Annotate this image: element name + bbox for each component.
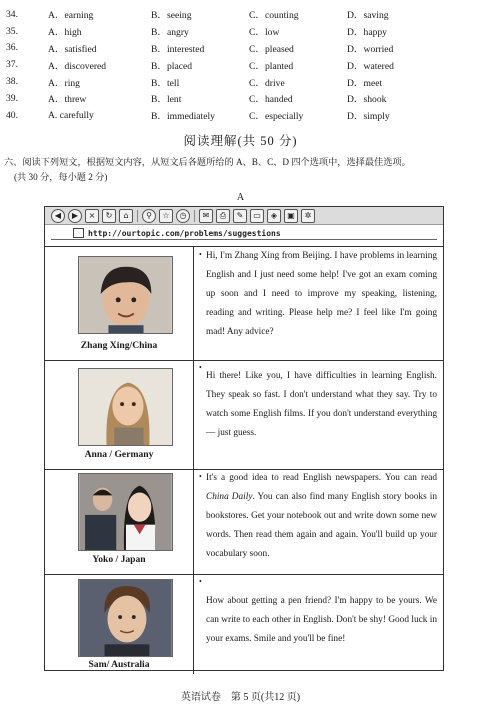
post-body	[194, 575, 443, 674]
option-b: B．immediately	[151, 111, 215, 123]
browser-toolbar	[45, 207, 443, 225]
forward-icon[interactable]: ▶	[68, 209, 82, 223]
students-portrait-icon	[79, 474, 172, 550]
option-row-34	[6, 6, 476, 23]
page-footer: 英语试卷 第 5 页(共12 页)	[180, 692, 301, 703]
option-c: C．low	[249, 27, 280, 39]
option-a: A．threw	[48, 94, 87, 106]
option-a: A．satisfied	[48, 43, 97, 55]
option-c: C．handed	[249, 94, 293, 106]
option-d: D．worried	[347, 43, 394, 55]
post-text: Hi there! Like you, I have difficulties in learning English. They speak so fast. I don't understand what they say. Try to watch some English films. If you don't understand everything— just guess.	[206, 371, 437, 438]
author-name: Anna / Germany	[84, 449, 154, 460]
address-bar[interactable]	[51, 227, 437, 240]
option-a: A．earning	[48, 10, 94, 22]
option-row-35	[6, 23, 476, 40]
post-body	[194, 247, 443, 360]
option-b: B．seeing	[151, 10, 192, 22]
option-a: A．discovered	[48, 60, 107, 72]
passage-letter: A	[236, 192, 245, 203]
option-d: D．happy	[347, 27, 387, 39]
author-photo	[78, 256, 173, 334]
option-row-36	[6, 40, 476, 57]
stop-icon[interactable]: ×	[85, 209, 99, 223]
option-row-39	[6, 90, 476, 107]
section-title: 阅读理解(共 50 分)	[183, 134, 298, 148]
post-sam	[45, 574, 443, 674]
author-name: Yoko / Japan	[92, 554, 146, 565]
post-author-panel	[45, 575, 194, 674]
browser-screenshot	[44, 206, 444, 671]
post-text-part: . You can also find many English story books in bookstores. Get your notebook out and write down some new words. Then read them again and again. You'll build up your vocabulary soon.	[206, 492, 437, 559]
question-number: 39.	[6, 92, 18, 104]
option-c: C．planted	[249, 60, 294, 72]
option-row-40	[6, 107, 476, 124]
address-url: http://ourtopic.com/problems/suggestions	[88, 228, 281, 238]
question-number: 34.	[6, 8, 18, 20]
post-zhang-xing	[45, 246, 443, 360]
option-c: C．pleased	[249, 43, 294, 55]
option-d: D．watered	[347, 60, 394, 72]
option-b: B．angry	[151, 27, 189, 39]
option-row-37	[6, 56, 476, 73]
option-b: B．interested	[151, 43, 205, 55]
post-author-panel	[45, 361, 194, 469]
page-icon	[73, 228, 84, 238]
toolbar-divider	[137, 210, 138, 222]
post-yoko	[45, 469, 443, 574]
girl-portrait-icon	[79, 369, 172, 445]
research-icon[interactable]: ▣	[284, 209, 298, 223]
post-author-panel	[45, 470, 194, 574]
option-b: B．placed	[151, 60, 193, 72]
refresh-icon[interactable]: ↻	[102, 209, 116, 223]
question-number: 37.	[6, 59, 18, 71]
boy-portrait-icon	[79, 257, 172, 333]
post-anna	[45, 360, 443, 469]
question-number: 40.	[6, 109, 18, 121]
search-icon[interactable]: ⚲	[142, 209, 156, 223]
question-number: 36.	[6, 42, 18, 54]
home-icon[interactable]: ⌂	[119, 209, 133, 223]
question-number: 38.	[6, 76, 18, 88]
toolbar-divider	[194, 210, 195, 222]
post-text-part: It's a good idea to read English newspapers. You can read	[206, 473, 437, 483]
author-photo	[78, 473, 173, 551]
option-d: D．shook	[347, 94, 387, 106]
option-c: C．counting	[249, 10, 299, 22]
author-photo	[78, 368, 173, 446]
option-d: D．meet	[347, 77, 383, 89]
post-list	[45, 246, 443, 674]
bullet-mark: •	[199, 577, 202, 586]
option-c: C．especially	[249, 111, 304, 123]
option-a: A. carefully	[48, 109, 94, 121]
mail-icon[interactable]: ✉	[199, 209, 213, 223]
option-b: B．tell	[151, 77, 180, 89]
post-author-panel	[45, 247, 194, 360]
author-photo	[78, 579, 173, 657]
bullet-mark: •	[199, 472, 202, 481]
option-a: A．high	[48, 27, 82, 39]
question-number: 35.	[6, 25, 18, 37]
post-body	[194, 470, 443, 574]
print-icon[interactable]: ⎙	[216, 209, 230, 223]
discuss-icon[interactable]: ▭	[250, 209, 264, 223]
messenger-icon[interactable]: ◈	[267, 209, 281, 223]
instructions	[4, 155, 478, 185]
post-text: How about getting a pen friend? I'm happy to be yours. We can write to each other in English. Don't be shy! Good luck in your exams. Smile and you'll be fine!	[206, 596, 437, 644]
option-d: D．saving	[347, 10, 389, 22]
bullet-mark: •	[199, 250, 202, 259]
favorites-icon[interactable]: ☆	[159, 209, 173, 223]
post-body	[194, 361, 443, 469]
tools-icon[interactable]: ✲	[301, 209, 315, 223]
bullet-mark: •	[199, 363, 202, 372]
newspaper-title: China Daily	[206, 492, 253, 502]
option-row-38	[6, 73, 476, 90]
edit-icon[interactable]: ✎	[233, 209, 247, 223]
option-d: D．simply	[347, 111, 390, 123]
instruction-line-2: (共 30 分，每小题 2 分)	[14, 172, 108, 182]
man-portrait-icon	[79, 580, 172, 656]
author-name: Sam/ Australia	[88, 659, 150, 670]
author-name: Zhang Xing/China	[80, 340, 158, 351]
history-icon[interactable]: ◷	[176, 209, 190, 223]
post-text	[206, 469, 437, 564]
option-b: B．lent	[151, 94, 182, 106]
option-a: A．ring	[48, 77, 80, 89]
option-c: C．drive	[249, 77, 285, 89]
back-icon[interactable]: ◀	[51, 209, 65, 223]
post-text: Hi, I'm Zhang Xing from Beijing. I have problems in learning English and I just need some help! I've got an exam coming up soon and I need to improve my speaking, listening, reading and writing. Please help me? I feel like I'm going mad! Any advice?	[206, 251, 437, 337]
answer-options	[6, 6, 476, 124]
instruction-line-1: 六、阅读下列短文，根据短文内容，从短文后各题所给的 A、B、C、D 四个选项中，选择最佳选项。	[4, 157, 411, 167]
